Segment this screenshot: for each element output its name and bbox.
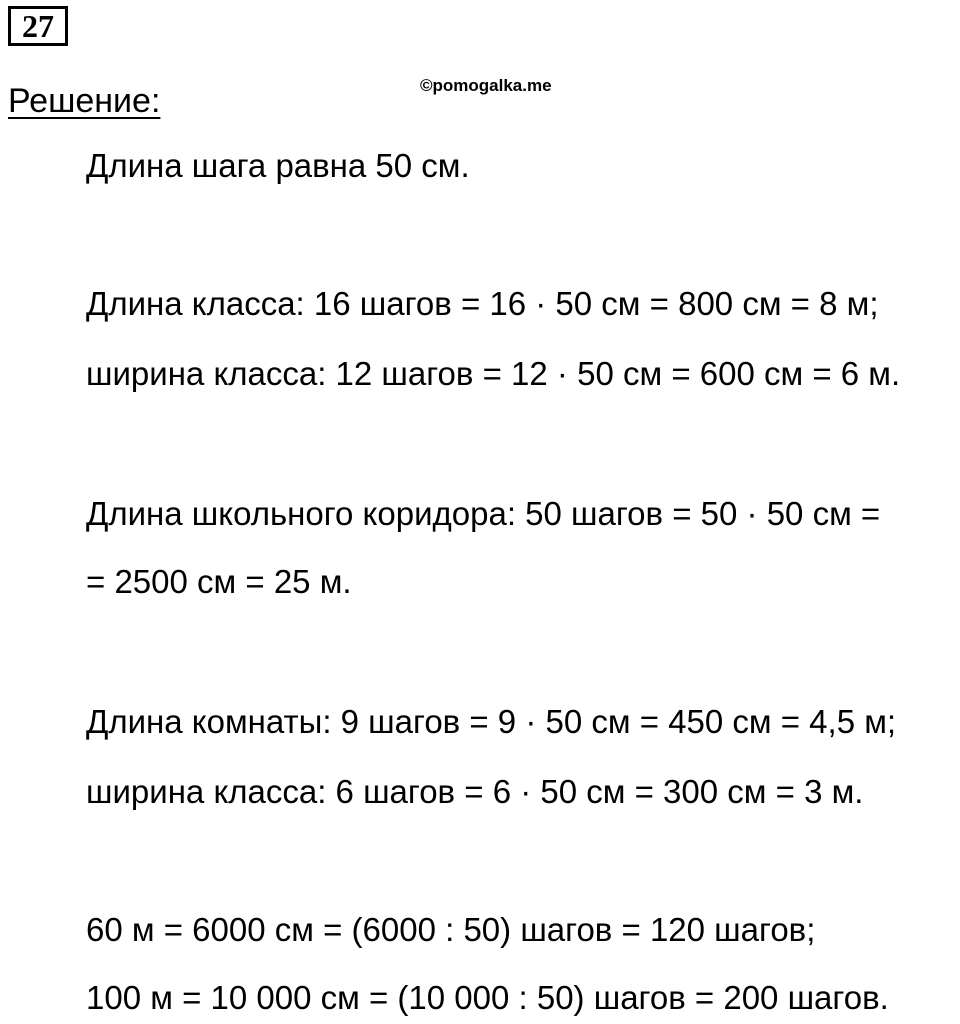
solution-line-step-length: Длина шага равна 50 см.: [86, 147, 470, 184]
watermark: ©pomogalka.me: [420, 76, 552, 95]
solution-line-100m: 100 м = 10 000 см = (10 000 : 50) шагов = 200 шагов.: [86, 979, 889, 1016]
solution-line-corridor-length: Длина школьного коридора: 50 шагов = 50 · 50 см =: [86, 495, 881, 532]
task-number-box: 27: [8, 6, 68, 46]
solution-line-class-width: ширина класса: 12 шагов = 12 · 50 см = 600 см = 6 м.: [86, 355, 901, 392]
solution-line-corridor-result: = 2500 см = 25 м.: [86, 563, 352, 600]
solution-line-room-length: Длина комнаты: 9 шагов = 9 · 50 см = 450 см = 4,5 м;: [86, 703, 897, 740]
solution-line-room-width: ширина класса: 6 шагов = 6 · 50 см = 300 см = 3 м.: [86, 773, 864, 810]
solution-line-60m: 60 м = 6000 см = (6000 : 50) шагов = 120 шагов;: [86, 911, 816, 948]
solution-line-class-length: Длина класса: 16 шагов = 16 · 50 см = 800 см = 8 м;: [86, 285, 879, 322]
solution-heading: Решение:: [8, 82, 161, 120]
